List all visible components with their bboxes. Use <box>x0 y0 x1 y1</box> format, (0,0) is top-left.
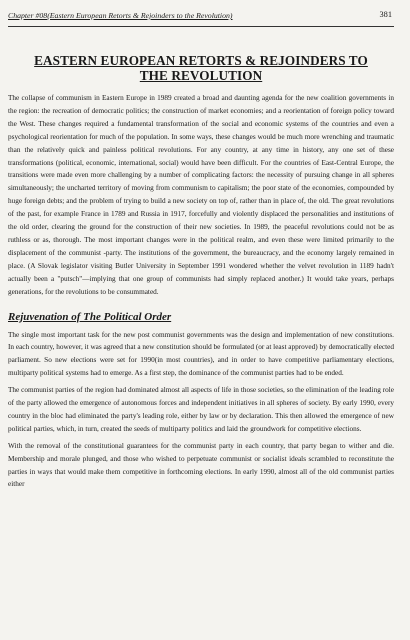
title-line-2: THE REVOLUTION <box>139 68 263 83</box>
chapter-title: Chapter #08(Eastern European Retorts & Rejoinders to the Revolution) <box>8 11 233 20</box>
paragraph-4: With the removal of the constitutional guarantees for the communist party in each country, that party began to wither and die. Membership and morale plunged, and those who wished to perpetuate communist or socialist ideals scrambled to reconstitute the parties in ways that would make them competitive in forthcoming elections. In early 1990, almost all of the old communist parties either <box>8 441 394 489</box>
paragraph-2: The single most important task for the new post communist governments was the design and implementation of new constitutions. In each country, however, it was agreed that a new constitution should be formulated (or at least approved) by democratically elected parliament. So new elections were set for 1990(in most countries), and in order to have competitive parliamentary elections, multiparty political systems had to emerge. As a first step, the dominance of the communist parties had to be ended. <box>8 330 394 378</box>
title-line-1: EASTERN EUROPEAN RETORTS & REJOINDERS TO <box>34 53 368 68</box>
section-heading: Rejuvenation of The Political Order <box>8 310 172 323</box>
paragraph-3: The communist parties of the region had dominated almost all aspects of life in those societies, so the elimination of the leading role of the party allowed the emergence of autonomous forces and independent initiatives in all spheres of society. By early 1990, every country in the bloc had eliminated the party's leading role, either by law or by declaration. This then allowed the emergence of new political parties, which, in turn, created the seeds of multiparty politics and laid the groundwork for competitive elections. <box>8 386 394 433</box>
page-title <box>14 53 388 83</box>
header-rule <box>8 26 394 27</box>
page-number: 381 <box>379 10 392 19</box>
intro-paragraph: The collapse of communism in Eastern Europe in 1989 created a broad and daunting agenda for the new coalition governments in the region: the recreation of democratic politics; the construction of market economies; and a reorientation of foreign policy toward the West. These changes required a fundamental transformation of the social and economic systems of the countries and even a psychological reorientation for much of the population. In some ways, these changes would be much more wrenching and traumatic than the relatively quick and painless political revolutions. For any country, at any time in history, any one set of these transformations (political, economic, international, social) would have been difficult. For the countries of East-Central Europe, the transitions were made even more challenging by a number of complicating factors: the necessity of pursuing change in all spheres simultaneously; the uncharted territory of moving from communism to capitalism; the poor state of the economies, compounded by huge foreign debts; and the problem of trying to build a new society on top of, rather than in place of, the old. The great revolutions of the past, for example France in 1789 and Russia in 1917, forcefully and violently displaced the personalities and institutions of the old order, clearing the ground for the construction of their new societies. In 1989, the peaceful revolutions could not be as ruthless or as, thorough. The most important changes were in the political realm, and even these were limited primarily to the displacement of the communist -party. The institutions of the government, the bureaucracy, and the economy largely remained in place. (A Slovak legislator visiting Butler University in September 1991 wondered whether the velvet revolution in 1189 hadn't actually been a "putsch"—implying that one group of communists had simply replaced another.) It would take years, perhaps generations, for the revolutions to be consummated. <box>8 94 394 296</box>
running-header <box>8 10 394 24</box>
